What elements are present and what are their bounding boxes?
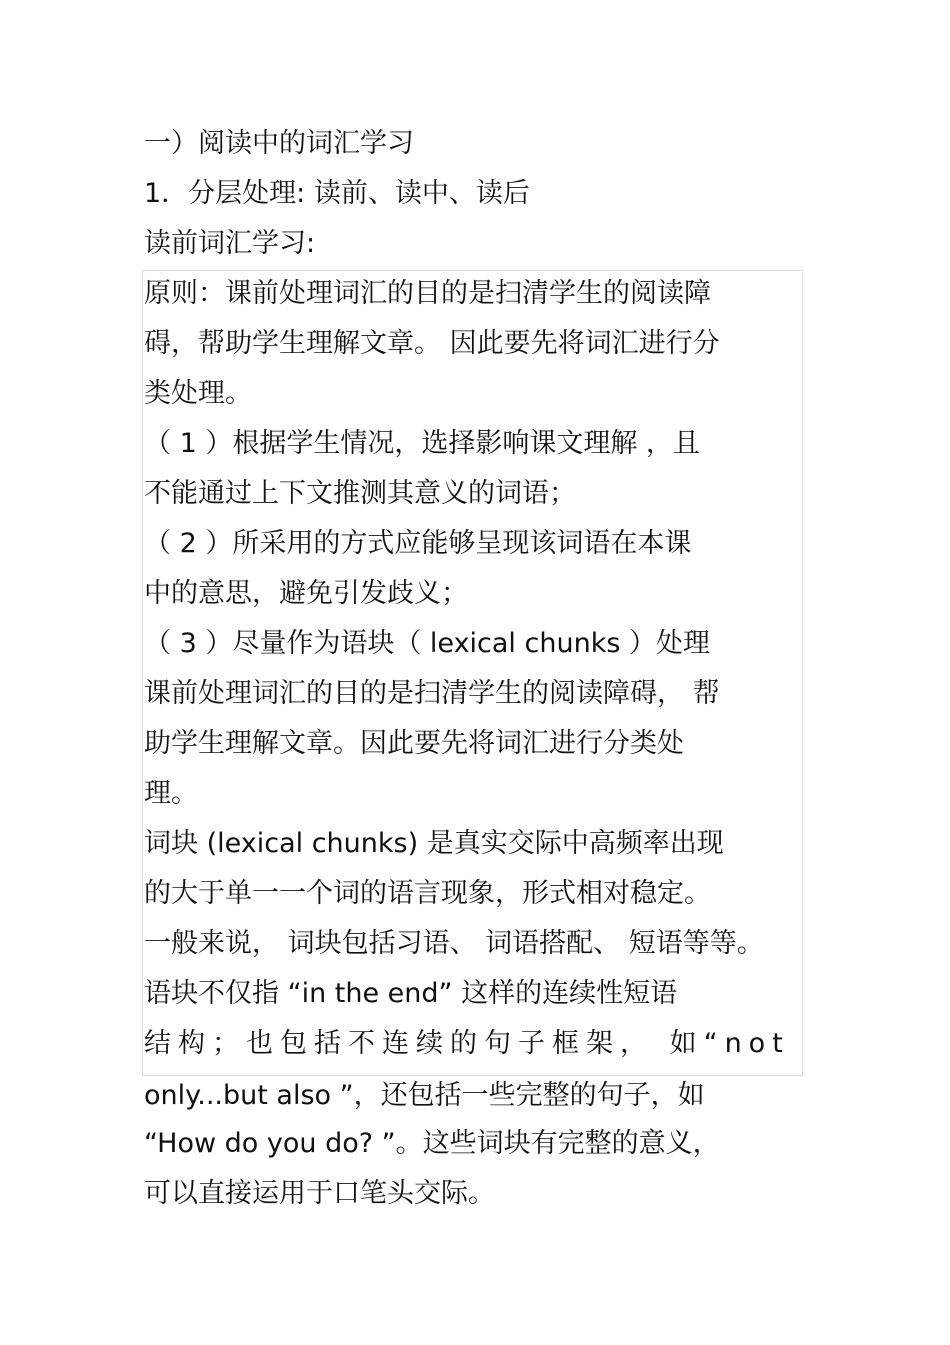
body-line: 一般来说， 词块包括习语、 词语搭配、 短语等等。 [144, 928, 764, 959]
body-line: 助学生理解文章。因此要先将词汇进行分类处 [144, 728, 684, 759]
body-line: “How do you do? ”。这些词块有完整的意义， [144, 1128, 720, 1159]
body-line: 语块不仅指 “in the end” 这样的连续性短语 [144, 978, 678, 1009]
body-line: 碍，帮助学生理解文章。 因此要先将词汇进行分 [144, 328, 720, 359]
pre-reading-title: 读前词汇学习: [144, 228, 316, 259]
body-line: （ 2 ）所采用的方式应能够呈现该词语在本课 [144, 528, 692, 559]
body-line: only...but also ”，还包括一些完整的句子，如 [144, 1080, 705, 1111]
body-line: 理。 [144, 778, 198, 809]
layered-processing-line: 1．分层处理: 读前、读中、读后 [144, 178, 530, 209]
body-line: 的大于单一一个词的语言现象，形式相对稳定。 [144, 878, 711, 909]
body-line: 原则：课前处理词汇的目的是扫清学生的阅读障 [144, 278, 711, 309]
body-line: 中的意思，避免引发歧义； [144, 578, 468, 609]
body-line: 词块 (lexical chunks) 是真实交际中高频率出现 [144, 828, 724, 859]
section-heading: 一）阅读中的词汇学习 [144, 128, 414, 159]
body-line: （ 1 ）根据学生情况，选择影响课文理解 ，且 [144, 428, 700, 459]
body-line: （ 3 ）尽量作为语块（ lexical chunks ）处理 [144, 628, 710, 659]
body-line: 不能通过上下文推测其意义的词语； [144, 478, 576, 509]
body-line: 课前处理词汇的目的是扫清学生的阅读障碍， 帮 [144, 678, 720, 709]
body-line: 可以直接运用于口笔头交际。 [144, 1178, 495, 1209]
body-line: 结构；也包括不连续的句子框架， 如“not [144, 1028, 790, 1059]
body-line: 类处理。 [144, 378, 252, 409]
